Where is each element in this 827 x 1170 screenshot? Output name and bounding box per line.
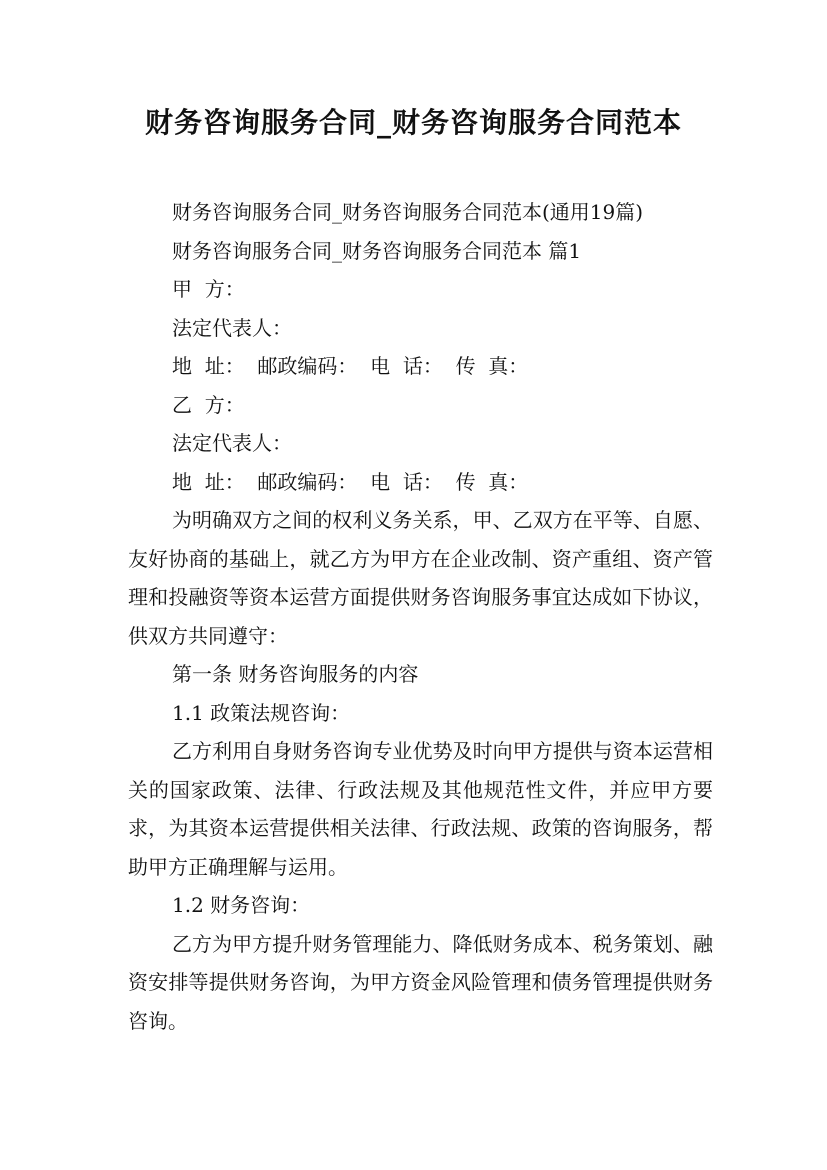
article-heading: 第一条 财务咨询服务的内容 — [172, 662, 419, 686]
party-b-label: 乙 方： — [172, 392, 245, 417]
section-1-2-heading: 1.2 财务咨询： — [172, 893, 311, 917]
subtitle-line: 财务咨询服务合同_财务咨询服务合同范本(通用19篇) — [172, 200, 644, 224]
party-a-label: 甲 方： — [172, 277, 245, 301]
document-body — [128, 193, 713, 1040]
section-1-1-heading: 1.1 政策法规咨询： — [172, 700, 351, 725]
section-1-1-paragraph: 乙方利用自身财务咨询专业优势及时向甲方提供与资本运营相关的国家政策、法律、行政法规及其他规范性文件，并应甲方要求，为其资本运营提供相关法律、行政法规、政策的咨询服务，帮助甲方正确理解与运用。 — [128, 739, 713, 879]
section-1-2-paragraph: 乙方为甲方提升财务管理能力、降低财务成本、税务策划、融资安排等提供财务咨询，为甲方资金风险管理和债务管理提供财务咨询。 — [128, 931, 713, 1033]
party-a-representative: 法定代表人： — [172, 315, 292, 340]
party-a-contact: 地 址： 邮政编码： 电 话： 传 真： — [172, 354, 529, 378]
party-b-representative: 法定代表人： — [172, 431, 292, 455]
document-title: 财务咨询服务合同_财务咨询服务合同范本 — [144, 106, 682, 139]
party-b-contact: 地 址： 邮政编码： 电 话： 传 真： — [172, 469, 529, 494]
preamble-paragraph: 为明确双方之间的权利义务关系，甲、乙双方在平等、自愿、友好协商的基础上，就乙方为甲方在企业改制、资产重组、资产管理和投融资等资本运营方面提供财务咨询服务事宜达成如下协议，供双方共同遵守： — [128, 508, 713, 648]
section-heading: 财务咨询服务合同_财务咨询服务合同范本 篇1 — [172, 238, 582, 263]
